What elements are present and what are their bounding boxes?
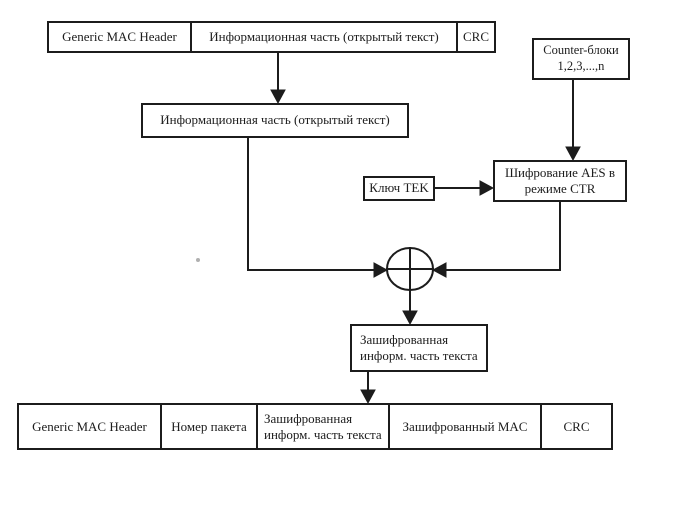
plain-pdu-row [47,21,496,53]
encrypted-info-line1: Зашифрованная [360,331,449,347]
aes-ctr-line1: Шифрование AES в [504,164,616,180]
arrow-head-icon [361,390,375,403]
encrypted-pdu-cell-generic-mac-header: Generic MAC Header [19,405,162,448]
plaintext-info-label: Информационная часть (открытый текст) [160,112,390,128]
arrow-head-icon [374,263,387,277]
tek-key-label: Ключ TEK [369,180,429,196]
encrypted-info-box [350,324,488,372]
encrypted-pdu-cell-packet-number: Номер пакета [162,405,258,448]
arrow-xor-to-cipher [403,290,417,324]
arrow-cipher-to-bottom-row [361,372,375,403]
arrow-head-icon [271,90,285,103]
xor-icon [386,247,434,291]
aes-ctr-box [493,160,627,202]
counter-blocks-line1: Counter-блоки [543,43,619,58]
arrow-head-icon [403,311,417,324]
arrow-counter-to-aes [566,80,580,160]
encrypted-pdu-cell-crc: CRC [563,418,590,434]
plain-pdu-cell-crc: CRC [462,29,489,45]
wire-plaintext-to-xor [248,138,387,277]
encrypted-pdu-cell-encrypted-mac: Зашифрованный MAC [390,405,542,448]
wire-aes-to-xor [433,202,560,277]
arrow-head-icon [480,181,493,195]
plain-pdu-cell-generic-mac-header: Generic MAC Header [49,23,192,51]
arrow-key-to-aes [435,181,493,195]
arrow-head-icon [433,263,446,277]
tek-key-box [363,176,435,201]
aes-ctr-line2: режиме CTR [524,181,596,196]
counter-blocks-line2: 1,2,3,...,n [557,59,605,73]
stray-dot [196,258,200,262]
arrow-payload-to-plaintext [271,53,285,103]
plain-pdu-cell-info-part: Информационная часть (открытый текст) [192,23,458,51]
encrypted-pdu-cell-encrypted-info: Зашифрованная информ. часть текста [258,405,390,448]
counter-blocks-box [532,38,630,80]
plaintext-info-box [141,103,409,138]
encrypted-pdu-row [17,403,613,450]
encrypted-info-line2: информ. часть текста [360,348,478,363]
arrow-head-icon [566,147,580,160]
